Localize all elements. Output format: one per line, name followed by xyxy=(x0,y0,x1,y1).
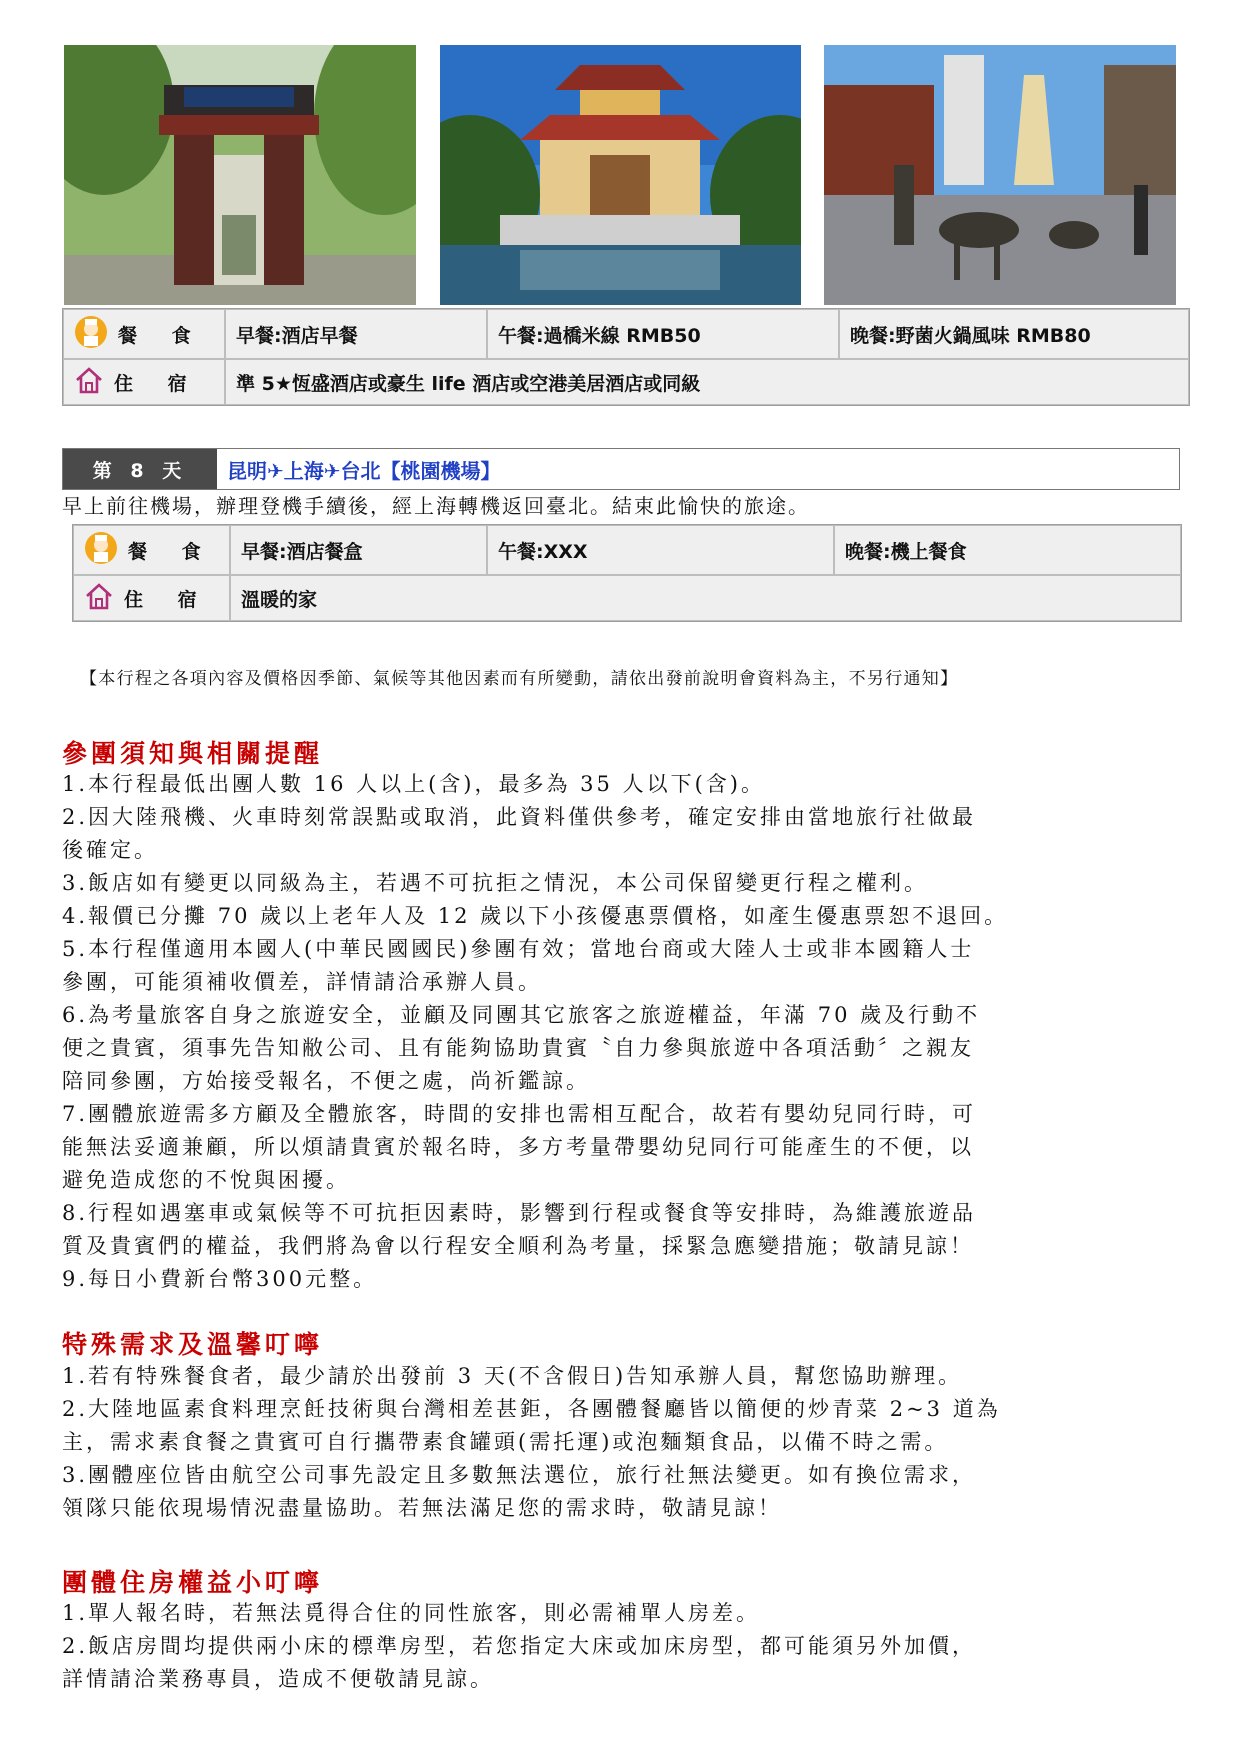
section-title: 團體住房權益小叮嚀 xyxy=(62,1568,324,1597)
note-line: 3.飯店如有變更以同級為主，若遇不可抗拒之情況，本公司保留變更行程之權利。 xyxy=(62,871,929,895)
house-icon xyxy=(84,582,114,615)
note-line: 2.大陸地區素食料理烹飪技術與台灣相差甚鉅，各團體餐廳皆以簡便的炒青菜 2~3 道為 xyxy=(62,1397,1001,1421)
note-line: 1.若有特殊餐食者，最少請於出發前 3 天(不含假日)告知承辦人員，幫您協助辦理。 xyxy=(62,1364,963,1388)
section-notes xyxy=(62,768,1180,1296)
note-line: 詳情請洽業務專員，造成不便敬請見諒。 xyxy=(62,1667,494,1691)
day7-meal-table xyxy=(62,308,1190,406)
lodging-label: 住 宿 xyxy=(114,372,201,395)
note-line: 2.因大陸飛機、火車時刻常誤點或取消，此資料僅供參考，確定安排由當地旅行社做最 xyxy=(62,805,977,829)
breakfast-cell: 早餐:酒店餐盒 xyxy=(230,525,487,575)
photo-street xyxy=(824,45,1176,305)
disclaimer: 【本行程之各項內容及價格因季節、氣候等其他因素而有所變動，請依出發前說明會資料為主，不另行通知】 xyxy=(80,669,959,689)
section-title: 特殊需求及溫馨叮嚀 xyxy=(62,1330,324,1359)
note-line: 質及貴賓們的權益，我們將為會以行程安全順利為考量，採緊急應變措施；敬請見諒！ xyxy=(62,1234,974,1258)
note-line: 6.為考量旅客自身之旅遊安全，並顧及同團其它旅客之旅遊權益，年滿 70 歲及行動不 xyxy=(62,1003,981,1027)
day8-header xyxy=(62,448,1180,490)
note-line: 5.本行程僅適用本國人(中華民國國民)參團有效；當地台商或大陸人士或非本國籍人士 xyxy=(62,937,975,961)
chef-avatar-icon xyxy=(84,531,118,570)
lunch-cell: 午餐:過橋米線 RMB50 xyxy=(487,309,839,359)
photo-gate xyxy=(64,45,416,305)
breakfast-cell: 早餐:酒店早餐 xyxy=(225,309,487,359)
meal-label: 餐 食 xyxy=(118,324,205,347)
section-notes xyxy=(62,1597,1180,1696)
note-line: 參團，可能須補收價差，詳情請洽承辦人員。 xyxy=(62,970,542,994)
chef-avatar-icon xyxy=(74,315,108,354)
section-title: 參團須知與相關提醒 xyxy=(62,739,324,768)
note-line: 陪同參團，方始接受報名，不便之處，尚祈鑑諒。 xyxy=(62,1069,590,1093)
note-line: 7.團體旅遊需多方顧及全體旅客，時間的安排也需相互配合，故若有嬰幼兒同行時，可 xyxy=(62,1102,977,1126)
photo-pavilion xyxy=(440,45,801,305)
note-line: 能無法妥適兼顧，所以煩請貴賓於報名時，多方考量帶嬰幼兒同行可能產生的不便，以 xyxy=(62,1135,974,1159)
dinner-cell: 晚餐:野菌火鍋風味 RMB80 xyxy=(839,309,1189,359)
section-notes xyxy=(62,1360,1180,1525)
note-line: 4.報價已分攤 70 歲以上老年人及 12 歲以下小孩優惠票價格，如產生優惠票恕不退回。 xyxy=(62,904,1009,928)
day8-meal-table xyxy=(72,524,1182,622)
day8-description: 早上前往機場，辦理登機手續後，經上海轉機返回臺北。結束此愉快的旅途。 xyxy=(62,494,810,518)
note-line: 9.每日小費新台幣300元整。 xyxy=(62,1267,378,1291)
house-icon xyxy=(74,366,104,399)
note-line: 3.團體座位皆由航空公司事先設定且多數無法選位，旅行社無法變更。如有換位需求， xyxy=(62,1463,977,1487)
lodging-cell: 準 5★恆盛酒店或豪生 life 酒店或空港美居酒店或同級 xyxy=(225,359,1189,405)
lodging-cell: 溫暖的家 xyxy=(230,575,1181,621)
note-line: 8.行程如遇塞車或氣候等不可抗拒因素時，影響到行程或餐食等安排時，為維護旅遊品 xyxy=(62,1201,977,1225)
day-number: 第 8 天 xyxy=(63,449,217,489)
day-route: 昆明✈上海✈台北【桃園機場】 xyxy=(227,458,501,483)
lunch-cell: 午餐:XXX xyxy=(487,525,834,575)
note-line: 便之貴賓，須事先告知敝公司、且有能夠協助貴賓〝自力參與旅遊中各項活動〞之親友 xyxy=(62,1036,974,1060)
note-line: 後確定。 xyxy=(62,838,158,862)
note-line: 2.飯店房間均提供兩小床的標準房型，若您指定大床或加床房型，都可能須另外加價， xyxy=(62,1634,977,1658)
dinner-cell: 晚餐:機上餐食 xyxy=(834,525,1181,575)
lodging-label: 住 宿 xyxy=(124,588,211,611)
note-line: 1.本行程最低出團人數 16 人以上(含)，最多為 35 人以下(含)。 xyxy=(62,772,765,796)
note-line: 領隊只能依現場情況盡量協助。若無法滿足您的需求時，敬請見諒！ xyxy=(62,1496,782,1520)
meal-label: 餐 食 xyxy=(128,540,215,563)
note-line: 主，需求素食餐之貴賓可自行攜帶素食罐頭(需托運)或泡麵類食品，以備不時之需。 xyxy=(62,1430,949,1454)
note-line: 1.單人報名時，若無法覓得合住的同性旅客，則必需補單人房差。 xyxy=(62,1601,761,1625)
note-line: 避免造成您的不悅與困擾。 xyxy=(62,1168,350,1192)
